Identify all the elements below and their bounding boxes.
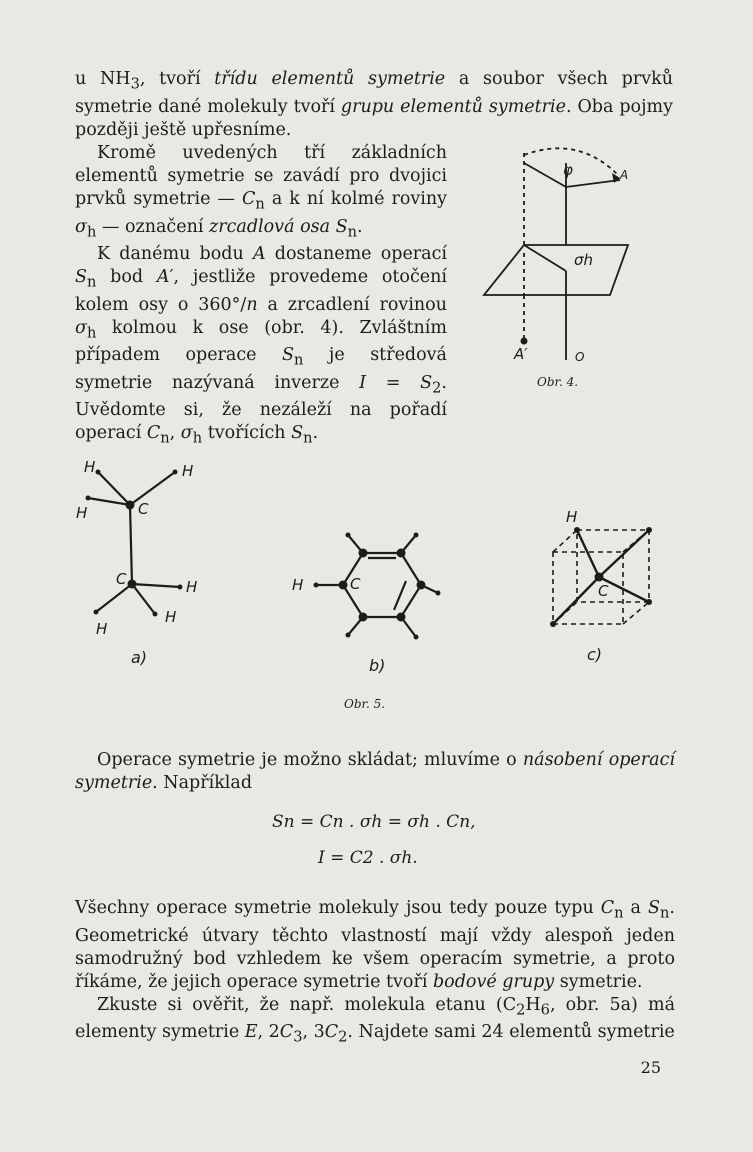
fig5-caption: Obr. 5.: [344, 697, 386, 711]
fig5a-h3: H: [76, 504, 88, 522]
fig5c-h: H: [566, 508, 578, 526]
fig5c-label: c): [587, 645, 603, 664]
fig5b-label: b): [369, 656, 386, 675]
fig4-label-phi: φ: [563, 161, 573, 179]
atom-c1: [126, 501, 135, 510]
fig5a-h4: H: [186, 578, 198, 596]
fig5c-c: C: [598, 582, 609, 600]
fig5a-label: a): [131, 648, 148, 667]
equation-2: I = C2 . σh.: [318, 848, 418, 868]
paragraph-composition: Operace symetrie je možno skládat; mluvíme o násobení operací symetrie. Například: [75, 750, 675, 793]
bond-c1-c2: [130, 505, 132, 584]
projection-line: [524, 245, 566, 271]
fig5a-c2: C: [116, 570, 127, 588]
fig5a-h6: H: [165, 608, 177, 626]
paragraph-conclusion: Všechny operace symetrie molekuly jsou tedy pouze typu $C_n$ a $S_n$. Geometrické útvary těchto vlastností mají vždy alespoň jeden samodružný bod vzhledem ke všem operacím symetrie, a proto říkáme, že jejich operace symetrie tvoří bodové grupy symetrie. Zkuste si ověřit, že např. molekula etanu ($C_2H_6$, obr. 5a) má elementy symetrie E, $2C_3$, $3C_2$. Najdete sami 24 elementů symetrie: [75, 897, 675, 1049]
figure-4-mirror-axis: [478, 145, 658, 385]
equation-1: Sn = Cn . σh = σh . Cn,: [272, 812, 476, 832]
fig5a-c1: C: [138, 500, 149, 518]
fig4-label-a: A: [620, 168, 629, 182]
bond-c2-h6: [132, 584, 155, 614]
page-number: 25: [640, 1058, 661, 1077]
fig5a-h5: H: [96, 620, 108, 638]
fig5a-h2: H: [182, 462, 194, 480]
fig4-label-a-prime: A′: [514, 345, 528, 363]
figure-5b-benzene: [298, 525, 458, 655]
figure-5c-methane-cube: [545, 520, 665, 640]
figure-5a-ethane: [80, 462, 210, 632]
bond-c2-h4: [96, 584, 132, 612]
bond-c1-h2: [130, 472, 175, 505]
point-a-prime: [521, 338, 528, 345]
fig4-label-sigma: σh: [574, 251, 594, 269]
fig4-label-o: O: [575, 350, 585, 364]
bond-c2-h5: [132, 584, 180, 587]
fig5b-c: C: [350, 575, 361, 593]
fig5b-h: H: [292, 576, 304, 594]
fig4-caption: Obr. 4.: [537, 375, 579, 389]
fig5a-h1: H: [84, 458, 96, 476]
plane-sigma-h: [484, 245, 628, 295]
paragraph-intro: u $NH_3$, tvoří třídu elementů symetrie a soubor všech prvků symetrie dané molekuly tvoří grupu elementů symetrie. Oba pojmy později ještě upřesníme.: [75, 69, 673, 140]
paragraph-ethane: Zkuste si ověřit, že např. molekula etanu ($C_2H_6$, obr. 5a) má elementy symetrie E, $2C_3$, $3C_2$. Najdete sami 24 elementů symetrie: [75, 994, 675, 1046]
paragraph-mirror-axis: Kromě uvedených tří základních elementů symetrie se zavádí pro dvojici prvků symetrie — $C_n$ a k ní kolmé roviny $\sigma_h$ — označení zrcadlová osa $S_n$. K danému bodu A dostaneme operací $S_n$ bod A′, jestliže provedeme otočení kolem osy o 360°/n a zrcadlení rovinou $\sigma_h$ kolmou k ose (obr. 4). Zvláštním případem operace $S_n$ je středová symetrie nazývaná inverze $I = S_2$. Uvědomte si, že nezáleží na pořadí operací $C_n$, $\sigma_h$ tvořících $S_n$.: [75, 142, 447, 450]
atom-c2: [128, 580, 137, 589]
paragraph-operation: K danému bodu A dostaneme operací $S_n$ bod A′, jestliže provedeme otočení kolem osy o 360°/n a zrcadlení rovinou $\sigma_h$ kolmou k ose (obr. 4). Zvláštním případem operace $S_n$ je středová symetrie nazývaná inverze $I = S_2$. Uvědomte si, že nezáleží na pořadí operací $C_n$, $\sigma_h$ tvořících $S_n$.: [75, 244, 447, 447]
